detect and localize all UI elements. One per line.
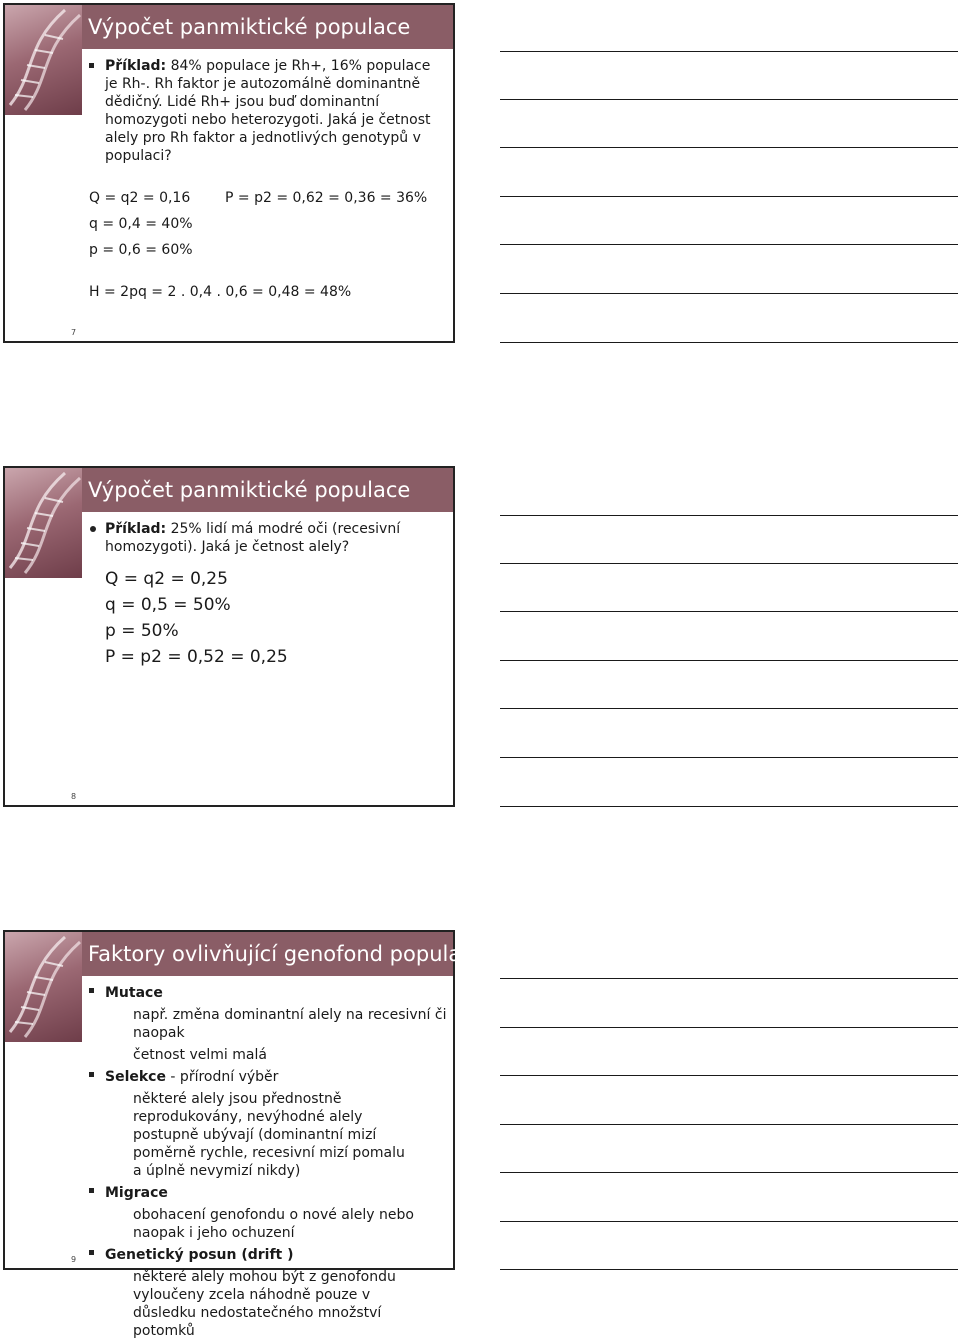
slide-8	[3, 466, 455, 807]
equation-q: Q = q2 = 0,16	[89, 190, 191, 206]
note-line	[500, 660, 958, 661]
note-line	[500, 563, 958, 564]
note-line	[500, 196, 958, 197]
note-line	[500, 99, 958, 100]
note-line	[500, 147, 958, 148]
factor-head: Mutace	[105, 985, 163, 1001]
note-line	[500, 342, 958, 343]
equation-row-1	[85, 185, 447, 211]
note-line	[500, 1124, 958, 1125]
factor-item-migrace	[85, 1184, 447, 1202]
dna-image	[5, 468, 82, 578]
slide-title: Faktory ovlivňující genofond populace	[82, 932, 453, 976]
factor-item-mutace	[85, 984, 447, 1002]
note-line	[500, 1269, 958, 1270]
note-line	[500, 1027, 958, 1028]
example-label: Příklad:	[105, 58, 167, 74]
note-line	[500, 515, 958, 516]
equation-q-allele: q = 0,4 = 40%	[89, 216, 193, 232]
note-line	[500, 1221, 958, 1222]
slide-title: Výpočet panmiktické populace	[82, 5, 453, 49]
factor-detail: některé alely mohou být z genofondu vyloučeny zcela náhodně pouze v důsledku nedostatečného množství potomků	[133, 1269, 396, 1339]
slide-number: 7	[71, 328, 77, 337]
square-bullet-icon	[89, 1188, 94, 1193]
slide-number: 8	[71, 792, 77, 801]
dna-image	[5, 5, 82, 115]
factor-item-selekce	[85, 1068, 447, 1086]
result-line: p = 50%	[105, 621, 179, 641]
note-line	[500, 1075, 958, 1076]
note-line	[500, 757, 958, 758]
slide-7	[3, 3, 455, 343]
round-bullet-icon	[90, 526, 96, 532]
square-bullet-icon	[89, 1072, 94, 1077]
factor-suffix: - přírodní výběr	[165, 1069, 279, 1085]
note-line	[500, 244, 958, 245]
result-line: q = 0,5 = 50%	[105, 595, 231, 615]
factor-head: Genetický posun (drift )	[105, 1247, 294, 1263]
note-line	[500, 1172, 958, 1173]
factor-item-drift	[85, 1246, 447, 1264]
factor-detail: některé alely jsou přednostně reprodukovány, nevýhodné alely postupně ubývají (dominantní mizí poměrně rychle, recesivní mizí pomalu a úplně nevymizí nikdy)	[133, 1091, 405, 1179]
result-line: P = p2 = 0,52 = 0,25	[105, 647, 288, 667]
note-line	[500, 806, 958, 807]
dna-image	[5, 932, 82, 1042]
note-line	[500, 978, 958, 979]
example-label: Příklad:	[105, 521, 167, 537]
factor-head: Selekce	[105, 1069, 166, 1085]
equation-p: P = p2 = 0,62 = 0,36 = 36%	[225, 190, 428, 206]
example-bullet	[85, 57, 447, 165]
factor-detail: četnost velmi malá	[133, 1047, 267, 1063]
note-line	[500, 708, 958, 709]
factor-detail: např. změna dominantní alely na recesivní či naopak	[133, 1007, 447, 1041]
example-bullet	[85, 520, 447, 556]
note-line	[500, 293, 958, 294]
square-bullet-icon	[89, 988, 94, 993]
example-text: 84% populace je Rh+, 16% populace je Rh-. Rh faktor je autozomálně dominantně dědičný. Lidé Rh+ jsou buď dominantní homozygoti nebo heterozygoti. Jaká je četnost alely pro Rh faktor a jednotlivých genotypů v populaci?	[105, 58, 431, 164]
note-line	[500, 51, 958, 52]
slide-9	[3, 930, 486, 1339]
example-text: 25% lidí má modré oči (recesivní homozygoti). Jaká je četnost alely?	[105, 521, 401, 555]
result-line: Q = q2 = 0,25	[105, 569, 228, 589]
slide-number: 9	[71, 1255, 77, 1264]
square-bullet-icon	[89, 63, 94, 68]
factor-detail: obohacení genofondu o nové alely nebo naopak i jeho ochuzení	[133, 1207, 414, 1241]
square-bullet-icon	[89, 1250, 94, 1255]
equation-p-allele: p = 0,6 = 60%	[89, 242, 193, 258]
note-line	[500, 611, 958, 612]
slide-title: Výpočet panmiktické populace	[82, 468, 453, 512]
factor-head: Migrace	[105, 1185, 168, 1201]
equation-h: H = 2pq = 2 . 0,4 . 0,6 = 0,48 = 48%	[89, 284, 352, 300]
